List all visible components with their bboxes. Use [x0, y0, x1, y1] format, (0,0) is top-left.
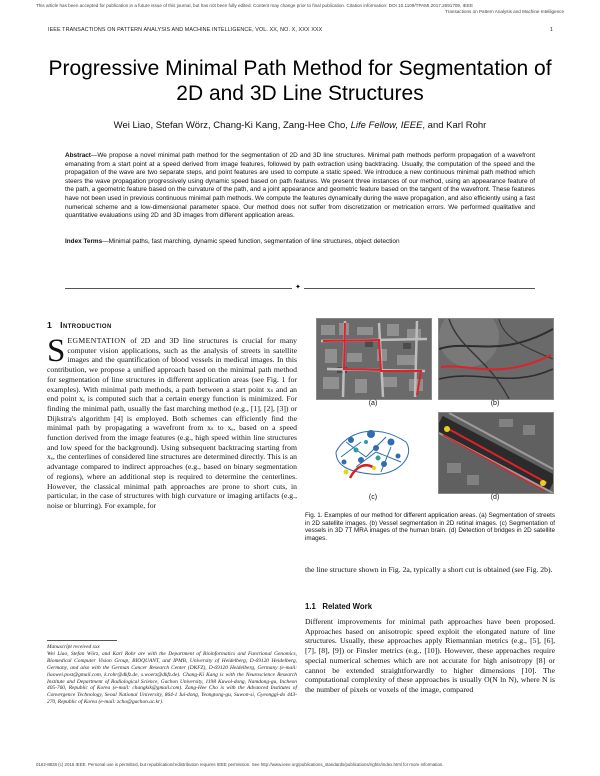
section-1-body — [47, 333, 297, 511]
publication-notice-line2: Transactions on Pattern Analysis and Machine Intelligence — [445, 9, 564, 14]
footnote — [47, 640, 297, 706]
separator-diamond-icon: ✦ — [292, 284, 304, 291]
abstract-text: —We propose a novel minimal path method for the segmentation of 2D and 3D line structures. Minimal path methods perform propagation of a wavefront emanating from a start point at a speed derived from image features, followed by path extraction using backtracing. Usually, the computation of the speed and the propagation of the wave are two separate steps, and point features are used to compute a static speed. We introduce a new continuous minimal path method which steers the wave propagation progressively using dynamic speed based on path features. We present three instances of our method, using an appearance feature of the path, a geometric feature based on the curvature of the path, and a joint appearance and geometric feature based on the tangent of the wavefront. These features have not been used in previous continuous minimal path methods. We compute the features dynamically during the wave propagation, and also efficiently using a fast numerical scheme and a low-dimensional parameter space. Our method does not suffer from discretization or metrication errors. We performed qualitative and quantitative evaluations using 2D and 3D images from different application areas. — [65, 152, 535, 220]
section-1-heading — [47, 320, 297, 330]
footnote-rule — [47, 640, 117, 641]
abstract-label: Abstract — [65, 152, 91, 159]
section-1-title: Introduction — [60, 320, 112, 330]
index-terms — [65, 238, 535, 247]
figure-panel-d — [438, 412, 554, 494]
abstract — [65, 152, 535, 221]
related-work-body: Different improvements for minimal path approaches have been proposed. Approaches based on anisotropic speed exploit the elongated nature of line structures. Usually, these approaches apply Riemannian metrics (e.g., [5], [6], [7], [8], [9]) or Finsler metrics (e.g., [10]). However, these approaches require special numerical schemes which are not accurate for high anisotropy [8] or cannot be extended straightforwardly to higher dimensions [10]. The computational complexity of these approaches is usually O(N ln N), where N is the number of pixels or voxels of the image, compared — [305, 617, 555, 694]
brain-vessel-rendering — [316, 412, 430, 492]
publication-notice — [36, 3, 576, 15]
running-head — [48, 27, 553, 33]
publication-notice-line1: This article has been accepted for publication in a future issue of this journal, but has not been fully edited. Content may change prior to final publication. Citation information: DOI 10.1109/TPAMI.2017.2691709, IEEE — [36, 3, 474, 8]
dropcap: S — [47, 333, 66, 369]
footnote-received: Manuscript received xxx — [47, 644, 100, 650]
figure-panel-c — [316, 412, 430, 492]
paper-title: Progressive Minimal Path Method for Segmentation of 2D and 3D Line Structures — [48, 57, 552, 105]
authors-tail: , and Karl Rohr — [422, 120, 487, 131]
figure-panel-a — [316, 318, 432, 400]
page-number: 1 — [549, 27, 553, 33]
subsection-title: Related Work — [322, 602, 373, 611]
author-list — [40, 120, 560, 131]
figure-panel-b — [438, 318, 554, 400]
figure-1 — [310, 318, 560, 508]
index-terms-text: —Minimal paths, fast marching, dynamic speed function, segmentation of line structures, object detection — [102, 238, 400, 245]
retinal-image — [439, 319, 553, 399]
copyright-footer: 0162-8828 (c) 2016 IEEE. Personal use is permitted, but republication/redistribution requires IEEE permission. See http://www.ieee.org/publications_standards/publications/rights/index.html for more information. — [36, 762, 444, 767]
journal-name: IEEE TRANSACTIONS ON PATTERN ANALYSIS AND MACHINE INTELLIGENCE, VOL. XX, NO. X, XXX XXX — [48, 27, 323, 33]
subsection-1-1-heading — [305, 602, 555, 611]
figure-1-caption: Fig. 1. Examples of our method for different application areas. (a) Segmentation of streets in 2D satellite images. (b) Vessel segmentation in 2D retinal images. (c) Segmentation of vessels in 3D 7T MRA images of the human brain. (d) Detection of bridges in 2D satellite images. — [305, 512, 555, 543]
left-column — [47, 320, 297, 511]
figure-label-c: (c) — [368, 494, 378, 501]
figure-label-a: (a) — [368, 400, 378, 407]
bridge-satellite-image — [439, 413, 553, 493]
section-1-lead: EGMENTATION — [67, 336, 127, 345]
right-column-continuation: the line structure shown in Fig. 2a, typically a short cut is obtained (see Fig. 2b). — [305, 565, 553, 574]
authors-plain: Wei Liao, Stefan Wörz, Chang-Ki Kang, Zang-Hee Cho, — [113, 120, 351, 131]
index-terms-label: Index Terms — [65, 238, 103, 245]
figure-label-d: (d) — [490, 494, 500, 501]
figure-label-b: (b) — [490, 400, 500, 407]
section-1-text: of 2D and 3D line structures is crucial for many computer vision applications, such as the analysis of streets in satellite images and the quantification of blood vessels in medical images. In this contribution, we propose a unified approach based on the minimal path method for segmentation of line structures in different application areas (see Fig. 1 for examples). With minimal path methods, a path between a start point xₛ and an end point xₑ is computed such that a certain energy function is minimized. For finding the minimal path, usually the fast marching method (e.g., [1], [2], [3]) or Dijkstra's algorithm [4] is employed. Both schemes can efficiently find the minimal path by propagating a wavefront from xₛ to xₑ, based on a speed function derived from the image features (e.g., high speed within line structures and low speed for the background). Using subsequent backtracing starting from xₑ, the centerlines of considered line structures are determined directly. This is an advantage compared to indirect approaches (e.g., based on binary segmentation of regions), where an additional step is required to determine the centerlines. However, the classical minimal path approaches are prone to short cuts, in particular, in the case of structures with high curvature or imaging artifacts (e.g., noise or blurring). For example, for — [47, 336, 297, 510]
satellite-street-image — [317, 319, 431, 399]
section-1-number: 1 — [47, 320, 53, 330]
subsection-number: 1.1 — [305, 602, 316, 611]
footnote-affiliations: Wei Liao, Stefan Wörz, and Karl Rohr are with the Department of Bioinformatics and Functional Genomics, Biomedical Computer Vision Group, BIOQUANT, and IPMB, University of Heidelberg, D-69120 Heidelberg, Germany, and also with the German Cancer Research Center (DKFZ), D-69120 Heidelberg, Germany (e-mail: liaowei.post@gmail.com, k.rohr@dkfz.de, s.woerz@dkfz.de). Chang-Ki Kang is with the Neuroscience Research Institute and Department of Radiological Science, Gachon University, 1198 Kuwol-dong, Namdong-gu, Incheon 405-760, Republic of Korea (e-mail: changkik@gmail.com). Zang-Hee Cho is with the Advanced Institutes of Convergence Technology, Seoul National University, 864-1 Iui-dong, Yeongtong-gu, Suwon-si, Gyeonggi-do 443-270, Republic of Korea (e-mail: zcho@gachon.ac.kr). — [47, 650, 297, 706]
authors-affiliation-title: Life Fellow, IEEE — [350, 120, 423, 131]
